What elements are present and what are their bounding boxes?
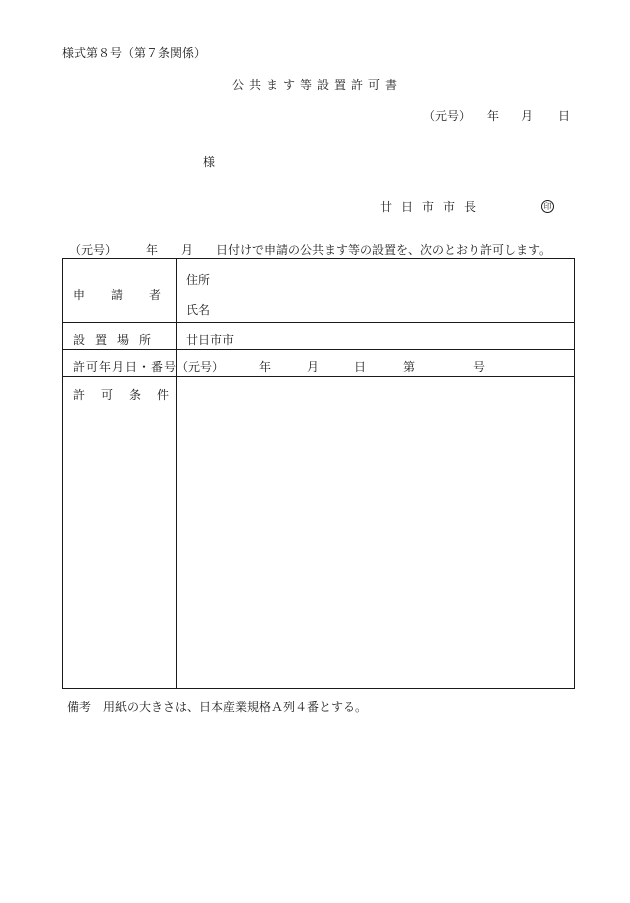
table-column-divider [176,259,177,688]
permit-conditions-label: 許可条件 [73,388,186,402]
permit-date-number-label: 許可年月日・番号 [73,360,178,374]
seal-mark-icon: 印 [541,200,554,213]
statement-month: 月 [181,243,194,257]
permit-form-table [62,258,575,689]
permit-date-day: 日 [354,360,367,374]
applicant-label: 申請者 [73,288,188,302]
installation-location-value: 廿日市市 [186,333,235,347]
statement-text: 日付けで申請の公共ます等の設置を、次のとおり許可します。 [216,243,552,257]
issue-date-era: （元号） [423,109,472,123]
name-label: 氏名 [186,303,211,317]
table-row-divider [63,322,574,323]
document-title: 公共ます等設置許可書 [231,78,402,92]
permit-date-year: 年 [259,360,272,374]
addressee-suffix: 様 [203,155,216,169]
form-number: 様式第８号（第７条関係） [62,46,207,60]
statement-year: 年 [146,243,159,257]
table-row-divider [63,376,574,377]
remarks-note: 備考 用紙の大きさは、日本産業規格Ａ列４番とする。 [67,700,368,714]
address-label: 住所 [186,273,211,287]
installation-location-label: 設置場所 [73,333,162,347]
statement-era: （元号） [69,243,118,257]
issue-date-year: 年 [487,109,500,123]
issue-date-day: 日 [558,109,571,123]
issue-date-month: 月 [521,109,534,123]
table-row-divider [63,349,574,350]
permit-number-prefix: 第 [403,360,416,374]
issuer-title: 廿日市市長 [380,200,486,214]
permit-date-era: （元号） [176,360,225,374]
permit-date-month: 月 [307,360,320,374]
permit-number-suffix: 号 [473,360,486,374]
